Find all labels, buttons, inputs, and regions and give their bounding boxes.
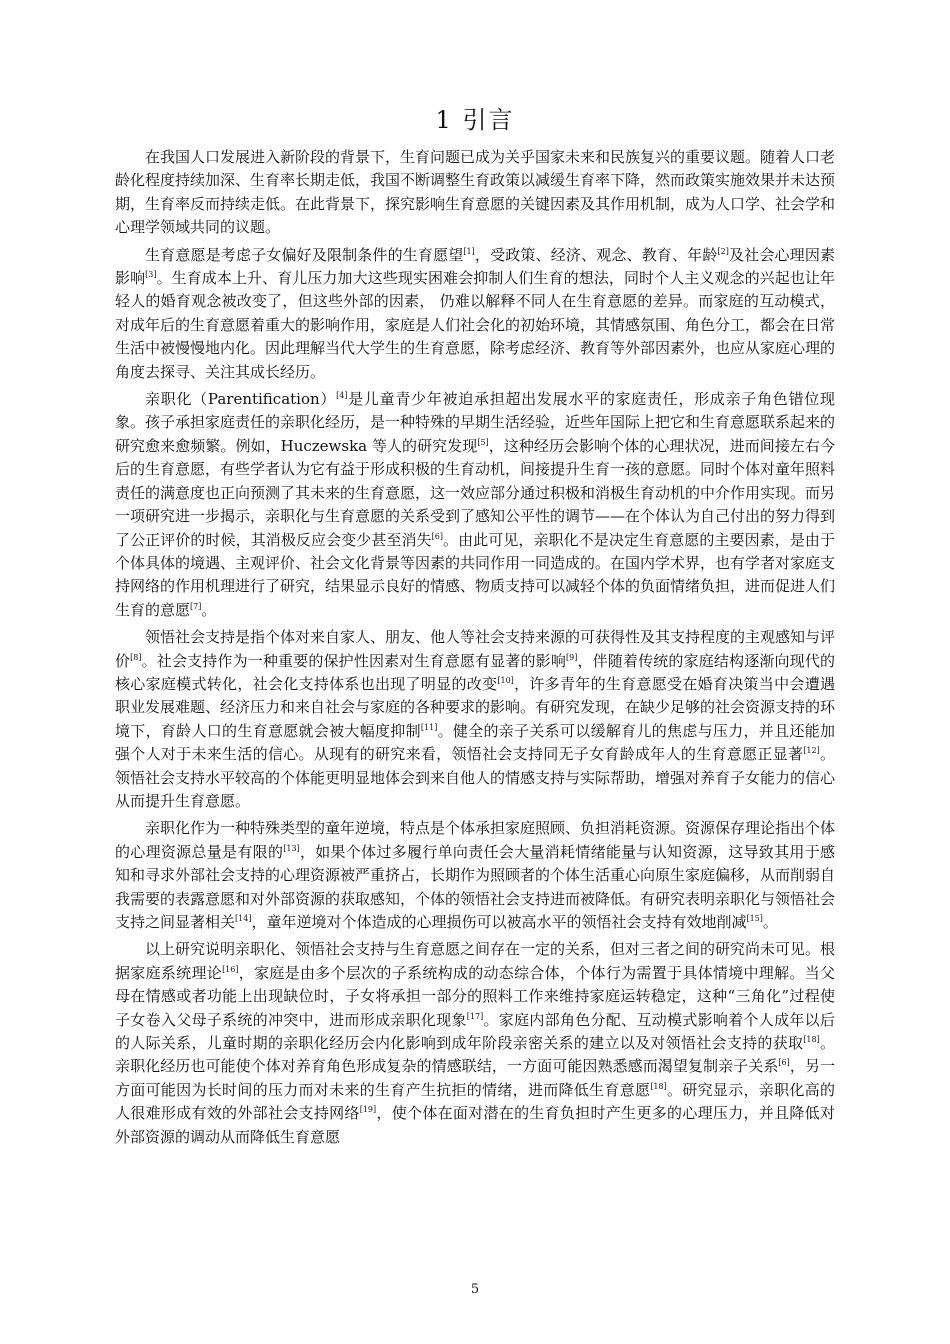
paragraph-text: 。: [762, 913, 778, 931]
paragraph-text: 。生育成本上升、育儿压力加大这些现实困难会抑制人们生育的想法，同时个人主义观念的兴起也让年轻人的婚育观念被改变了，但这些外部的因素， 仍难以解释不同人在生育意愿的差异。而家庭的互动模式，对成年后的生育意愿着重大的影响作用，家庭是人们社会化的初始环境，其情感氛围、角色分工，都会在日常生活中被慢慢地内化。因此理解当代大学生的生育意愿，除考虑经济、教育等外部因素外，也应从家庭心理的角度去探寻、关注其成长经历。: [115, 269, 836, 381]
citation-marker: [6]: [778, 1058, 790, 1068]
paragraph-text: 在我国人口发展进入新阶段的背景下，生育问题已成为关乎国家未来和民族复兴的重要议题。随着人口老龄化程度持续加深、生育率长期走低，我国不断调整生育政策以减缓生育率下降，然而政策实施效果并未达预期，生育率反而持续走低。在此背景下，探究影响生育意愿的关键因素及其作用机制，成为人口学、社会学和心理学领域共同的议题。: [115, 148, 836, 237]
paragraph-text: 生育意愿是考虑子女偏好及限制条件的生育愿望: [145, 245, 464, 264]
citation-marker: [7]: [190, 601, 202, 611]
paragraph-text: 。: [201, 600, 217, 619]
citation-marker: [18]: [650, 1081, 667, 1091]
citation-marker: [4]: [336, 391, 348, 401]
citation-marker: [11]: [420, 722, 438, 732]
citation-marker: [13]: [283, 843, 300, 853]
paragraph-text: 。家庭内部角色分配、互动模式影响着个人成年以后的人际关系，儿童时期的亲职化经历会内化影响到成年阶段亲密关系的建立以及对领悟社会支持的获取: [115, 1010, 835, 1053]
paragraph-text: 。社会支持作为一种重要的保护性因素对生育意愿有显著的影响: [141, 651, 566, 670]
paragraph-text: ，童年逆境对个体造成的心理损伤可以被高水平的领悟社会支持有效地削减: [251, 913, 747, 931]
paragraph-text: 。健全的亲子关系可以缓解育儿的焦虑与压力，并且还能加强个人对于未来生活的信心。从现有的研究来看，领悟社会支持同无子女育龄成年人的生育意愿正显著: [115, 721, 835, 764]
citation-marker: [15]: [746, 914, 763, 923]
paragraph: [115, 626, 835, 813]
citation-marker: [16]: [222, 964, 239, 974]
paragraph-text: 以上研究说明亲职化、领悟社会支持与生育意愿之间存在一定的关系，但对三者之间的研究尚未可见。根据家庭系统理论: [115, 940, 836, 982]
citation-marker: [1]: [463, 246, 475, 256]
paragraph: [115, 938, 835, 1149]
paragraph-text: 亲职化（Parentification）: [145, 390, 337, 409]
paragraph: [115, 244, 835, 384]
citation-marker: [10]: [497, 675, 514, 685]
body-text: [115, 146, 835, 1153]
paragraph: [115, 817, 835, 934]
paragraph-text: 领悟社会支持是指个体对来自家人、朋友、他人等社会支持来源的可获得性及其支持程度的主观感知与评价: [115, 628, 836, 670]
paragraph-text: 是儿童青少年被迫承担超出发展水平的家庭责任，形成亲子角色错位现象。孩子承担家庭责任的亲职化经历，是一种特殊的早期生活经验，近些年国际上把它和生育意愿联系起来的研究愈来愈频繁。例如，Huczewska 等人的研究发现: [115, 390, 836, 455]
paragraph-text: ，使个体在面对潜在的生育负担时产生更多的心理压力，并且降低对外部资源的调动从而降低生育意愿: [115, 1104, 835, 1146]
paragraph-text: ，家庭是由多个层次的子系统构成的动态综合体，个体行为需置于具体情境中理解。当父母在情感或者功能上出现缺位时，子女将承担一部分的照料工作来维持家庭运转稳定，这种“三角化”过程使子女卷入父母子系统的冲突中，进而形成亲职化现象: [115, 963, 835, 1029]
paragraph-text: 。研究显示，亲职化高的人很难形成有效的外部社会支持网络: [115, 1080, 835, 1123]
citation-marker: [14]: [235, 914, 252, 923]
paragraph-text: ，许多青年的生育意愿受在婚育决策当中会遭遇职业发展难题、经济压力和来自社会与家庭的各种要求的影响。有研究发现，在缺少足够的社会资源支持的环境下，育龄人口的生育意愿就会被大幅度抑制: [115, 674, 836, 740]
paragraph: [115, 146, 835, 240]
paragraph-text: 及社会心理因素影响: [115, 245, 835, 288]
section-heading: 1 引言: [435, 106, 515, 134]
paragraph-text: 。亲职化经历也可能使个体对养育角色形成复杂的情感联结，一方面可能因熟悉感而渴望复制亲子关系: [115, 1034, 835, 1076]
paragraph-text: ，另一方面可能因为长时间的压力而对未来的生育产生抗拒的情绪，进而降低生育意愿: [115, 1057, 835, 1099]
paragraph: [115, 388, 835, 622]
citation-marker: [6]: [431, 531, 443, 541]
citation-marker: [18]: [803, 1035, 820, 1045]
page-number: 5: [470, 1282, 480, 1297]
citation-marker: [12]: [803, 746, 820, 756]
paragraph-text: ，受政策、经济、观念、教育、年龄: [474, 245, 718, 264]
citation-marker: [8]: [130, 652, 142, 662]
citation-marker: [19]: [359, 1105, 377, 1115]
citation-marker: [9]: [566, 652, 578, 662]
paragraph-text: ，伴随着传统的家庭结构逐渐向现代的核心家庭模式转化，社会化支持体系也出现了明显的改变: [115, 651, 835, 693]
citation-marker: [17]: [466, 1011, 484, 1021]
paragraph-text: 。领悟社会支持水平较高的个体能更明显地体会到来自他人的情感支持与实际帮助，增强对养育子女能力的信心从而提升生育意愿。: [115, 745, 836, 810]
paragraph-text: 亲职化作为一种特殊类型的童年逆境，特点是个体承担家庭照顾、负担消耗资源。资源保存理论指出个体的心理资源总量是有限的: [115, 819, 836, 861]
citation-marker: [2]: [717, 246, 729, 256]
paragraph-text: ，这种经历会影响个体的心理状况，进而间接左右今后的生育意愿，有些学者认为它有益于形成积极的生育动机，间接提升生育一孩的意愿。同时个体对童年照料责任的满意度也正向预测了其未来的生育意愿，这一效应部分通过积极和消极生育动机的中介作用实现。而另一项研究进一步揭示，亲职化与生育意愿的关系受到了感知公平性的调节——在个体认为自己付出的努力得到了公正评价的时候，其消极反应会变少甚至消失: [115, 436, 836, 549]
paragraph-text: 。由此可见，亲职化不是决定生育意愿的主要因素，是由于个体具体的境遇、主观评价、社会文化背景等因素的共同作用一同造成的。在国内学术界，也有学者对家庭支持网络的作用机理进行了研究，结果显示良好的情感、物质支持可以减轻个体的负面情绪负担，进而促进人们生育的意愿: [115, 530, 836, 619]
paragraph-text: ，如果个体过多履行单向责任会大量消耗情绪能量与认知资源，这导致其用于感知和寻求外部社会支持的心理资源被严重挤占，长期作为照顾者的个体生活重心向原生家庭偏移，从而削弱自我需要的表露意愿和对外部资源的获取感知，个体的领悟社会支持进而被降低。有研究表明亲职化与领悟社会支持之间显著相关: [115, 842, 836, 931]
citation-marker: [3]: [145, 270, 157, 280]
citation-marker: [5]: [477, 437, 489, 447]
